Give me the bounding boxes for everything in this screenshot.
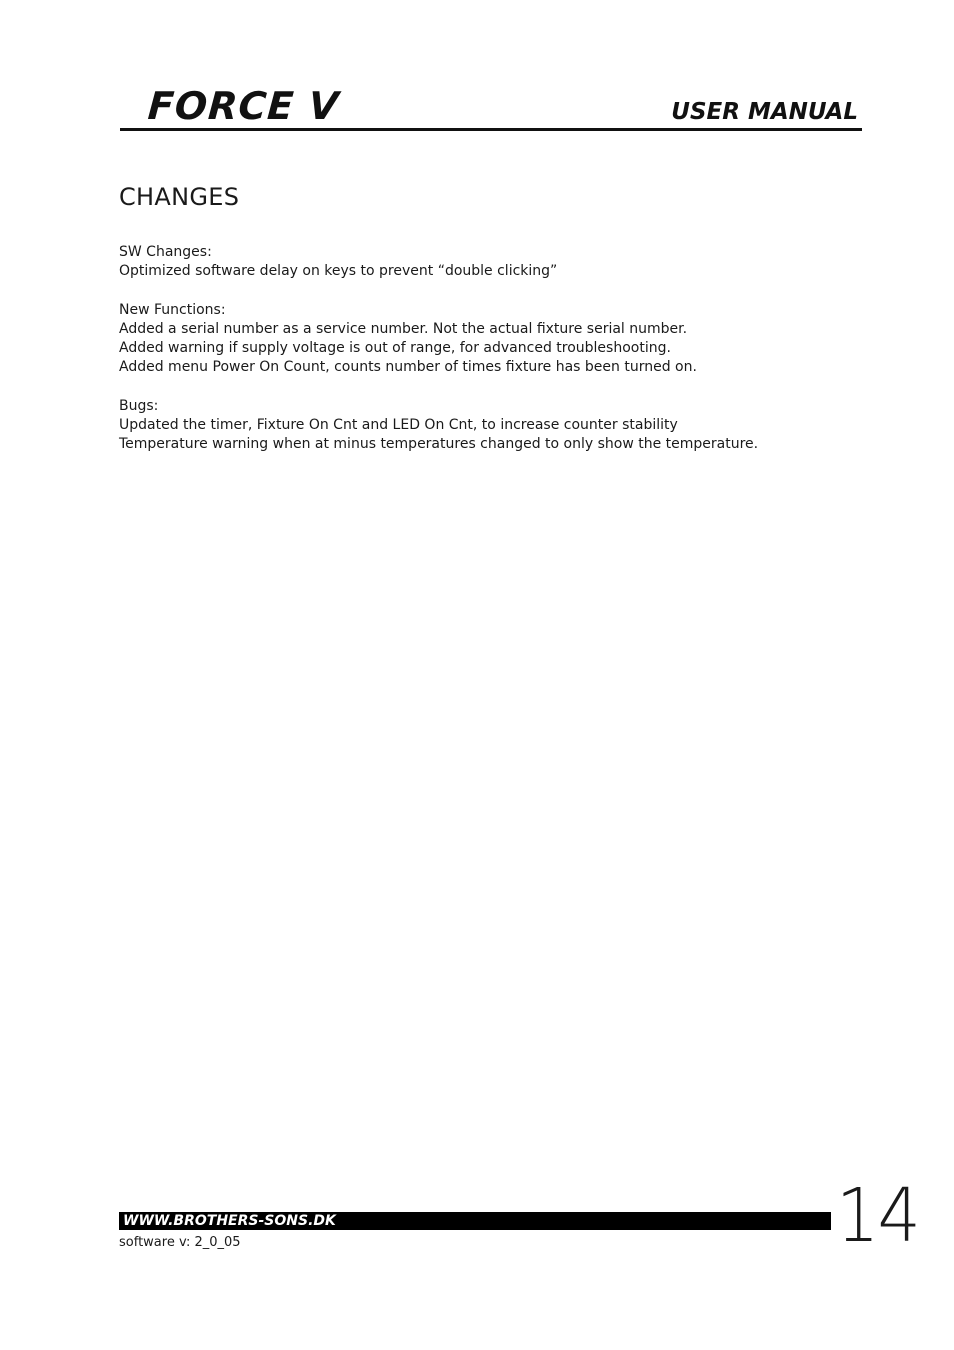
changes-group-bugs	[119, 397, 879, 455]
change-line: Temperature warning when at minus temperatures changed to only show the temperature.	[119, 436, 759, 452]
document-type-label: USER MANUAL	[671, 99, 858, 125]
change-line: Optimized software delay on keys to prevent “double clicking”	[119, 263, 558, 280]
group-label: SW Changes:	[119, 244, 212, 260]
website-url: WWW.BROTHERS-SONS.DK	[123, 1213, 336, 1229]
group-label: New Functions:	[119, 301, 226, 318]
change-line: Added warning if supply voltage is out of range, for advanced troubleshooting.	[119, 340, 671, 356]
group-label: Bugs:	[119, 397, 159, 414]
change-line: Added a serial number as a service number. Not the actual fixture serial number.	[119, 320, 688, 337]
changes-group-new-functions	[119, 301, 879, 378]
change-line: Added menu Power On Count, counts number of times fixture has been turned on.	[119, 359, 697, 376]
page-number: 14	[836, 1173, 919, 1259]
product-title: FORCE V	[146, 84, 341, 128]
change-line: Updated the timer, Fixture On Cnt and LED On Cnt, to increase counter stability	[119, 416, 678, 433]
software-version: software v: 2_0_05	[119, 1235, 241, 1250]
section-heading: CHANGES	[119, 183, 240, 211]
footer-bar	[119, 1212, 831, 1230]
page-header	[120, 82, 862, 131]
changes-content	[119, 243, 879, 473]
changes-group-sw	[119, 243, 879, 281]
